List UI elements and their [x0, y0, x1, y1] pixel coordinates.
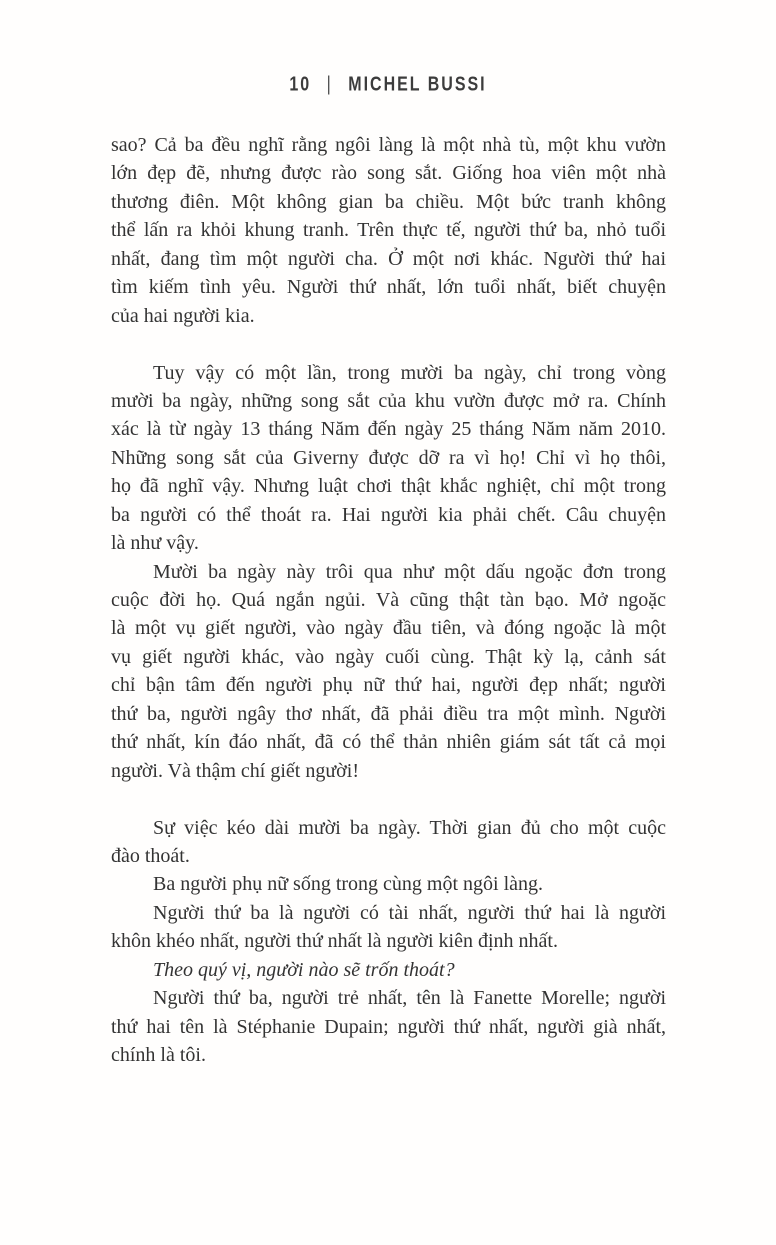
- text-line: xác là từ ngày 13 tháng Năm đến ngày 25 tháng Năm năm 2010.: [111, 418, 666, 441]
- text-line: chỉ bận tâm đến người phụ nữ thứ hai, người đẹp nhất; người: [111, 674, 666, 697]
- page-header: [0, 74, 776, 97]
- text-line: người. Và thậm chí giết người!: [111, 759, 359, 782]
- paragraph: [111, 870, 666, 898]
- header-separator: |: [326, 74, 333, 96]
- text-line: thương điên. Một không gian ba chiều. Một bức tranh không: [111, 190, 666, 213]
- paragraph: [111, 558, 666, 786]
- text-line: mười ba ngày, những song sắt của khu vườn được mở ra. Chính: [111, 389, 666, 412]
- text-line: Người thứ ba là người có tài nhất, người thứ hai là người: [153, 901, 666, 924]
- text-line: tìm kiếm tình yêu. Người thứ nhất, lớn tuổi nhất, biết chuyện: [111, 276, 666, 299]
- text-line: thứ ba, người ngây thơ nhất, đã phải điều tra một mình. Người: [111, 702, 666, 725]
- paragraph: [111, 984, 666, 1069]
- text-line: thứ nhất, kín đáo nhất, đã có thể thản nhiên giám sát tất cả mọi: [111, 731, 666, 754]
- text-line: ba người có thể thoát ra. Hai người kia phải chết. Câu chuyện: [111, 503, 666, 526]
- text-line: vụ giết người khác, vào ngày cuối cùng. Thật kỳ lạ, cảnh sát: [111, 645, 666, 668]
- text-line: chính là tôi.: [111, 1044, 206, 1066]
- text-line: là như vậy.: [111, 532, 199, 555]
- text-line: Tuy vậy có một lần, trong mười ba ngày, chỉ trong vòng: [153, 361, 666, 384]
- text-line: sao? Cả ba đều nghĩ rằng ngôi làng là một nhà tù, một khu vườn: [111, 134, 666, 156]
- text-line: Những song sắt của Giverny được dỡ ra vì họ! Chỉ vì họ thôi,: [111, 446, 666, 469]
- text-line: Sự việc kéo dài mười ba ngày. Thời gian đủ cho một cuộc: [153, 816, 666, 839]
- text-line: thể lấn ra khỏi khung tranh. Trên thực tế, người thứ ba, nhỏ tuổi: [111, 219, 666, 242]
- text-line: Mười ba ngày này trôi qua như một dấu ngoặc đơn trong: [153, 560, 666, 583]
- text-line: nhất, đang tìm một người cha. Ở một nơi khác. Người thứ hai: [111, 247, 666, 270]
- text-line: Người thứ ba, người trẻ nhất, tên là Fanette Morelle; người: [153, 987, 666, 1010]
- paragraph: [111, 359, 666, 558]
- paragraph: [111, 956, 666, 984]
- text-line: Ba người phụ nữ sống trong cùng một ngôi làng.: [153, 873, 544, 896]
- text-line: họ đã nghĩ vậy. Nhưng luật chơi thật khắc nghiệt, chỉ một trong: [111, 475, 666, 498]
- paragraph: [111, 131, 666, 330]
- paragraph: [111, 814, 666, 871]
- page-number: 10: [289, 74, 312, 96]
- text-line: của hai người kia.: [111, 304, 255, 327]
- author-name: MICHEL BUSSI: [348, 74, 487, 96]
- text-line: lớn đẹp đẽ, nhưng được rào song sắt. Giống hoa viên một nhà: [111, 162, 666, 185]
- paragraph: [111, 899, 666, 956]
- text-line: cuộc đời họ. Quá ngắn ngủi. Và cũng thật tàn bạo. Mở ngoặc: [111, 589, 666, 611]
- body-text: [111, 131, 666, 1069]
- text-line: đào thoát.: [111, 844, 190, 867]
- text-line: là một vụ giết người, vào ngày đầu tiên, và đóng ngoặc là một: [111, 617, 666, 640]
- text-line: khôn khéo nhất, người thứ nhất là người kiên định nhất.: [111, 930, 558, 953]
- text-line: Theo quý vị, người nào sẽ trốn thoát?: [153, 958, 455, 981]
- text-line: thứ hai tên là Stéphanie Dupain; người thứ nhất, người già nhất,: [111, 1015, 666, 1038]
